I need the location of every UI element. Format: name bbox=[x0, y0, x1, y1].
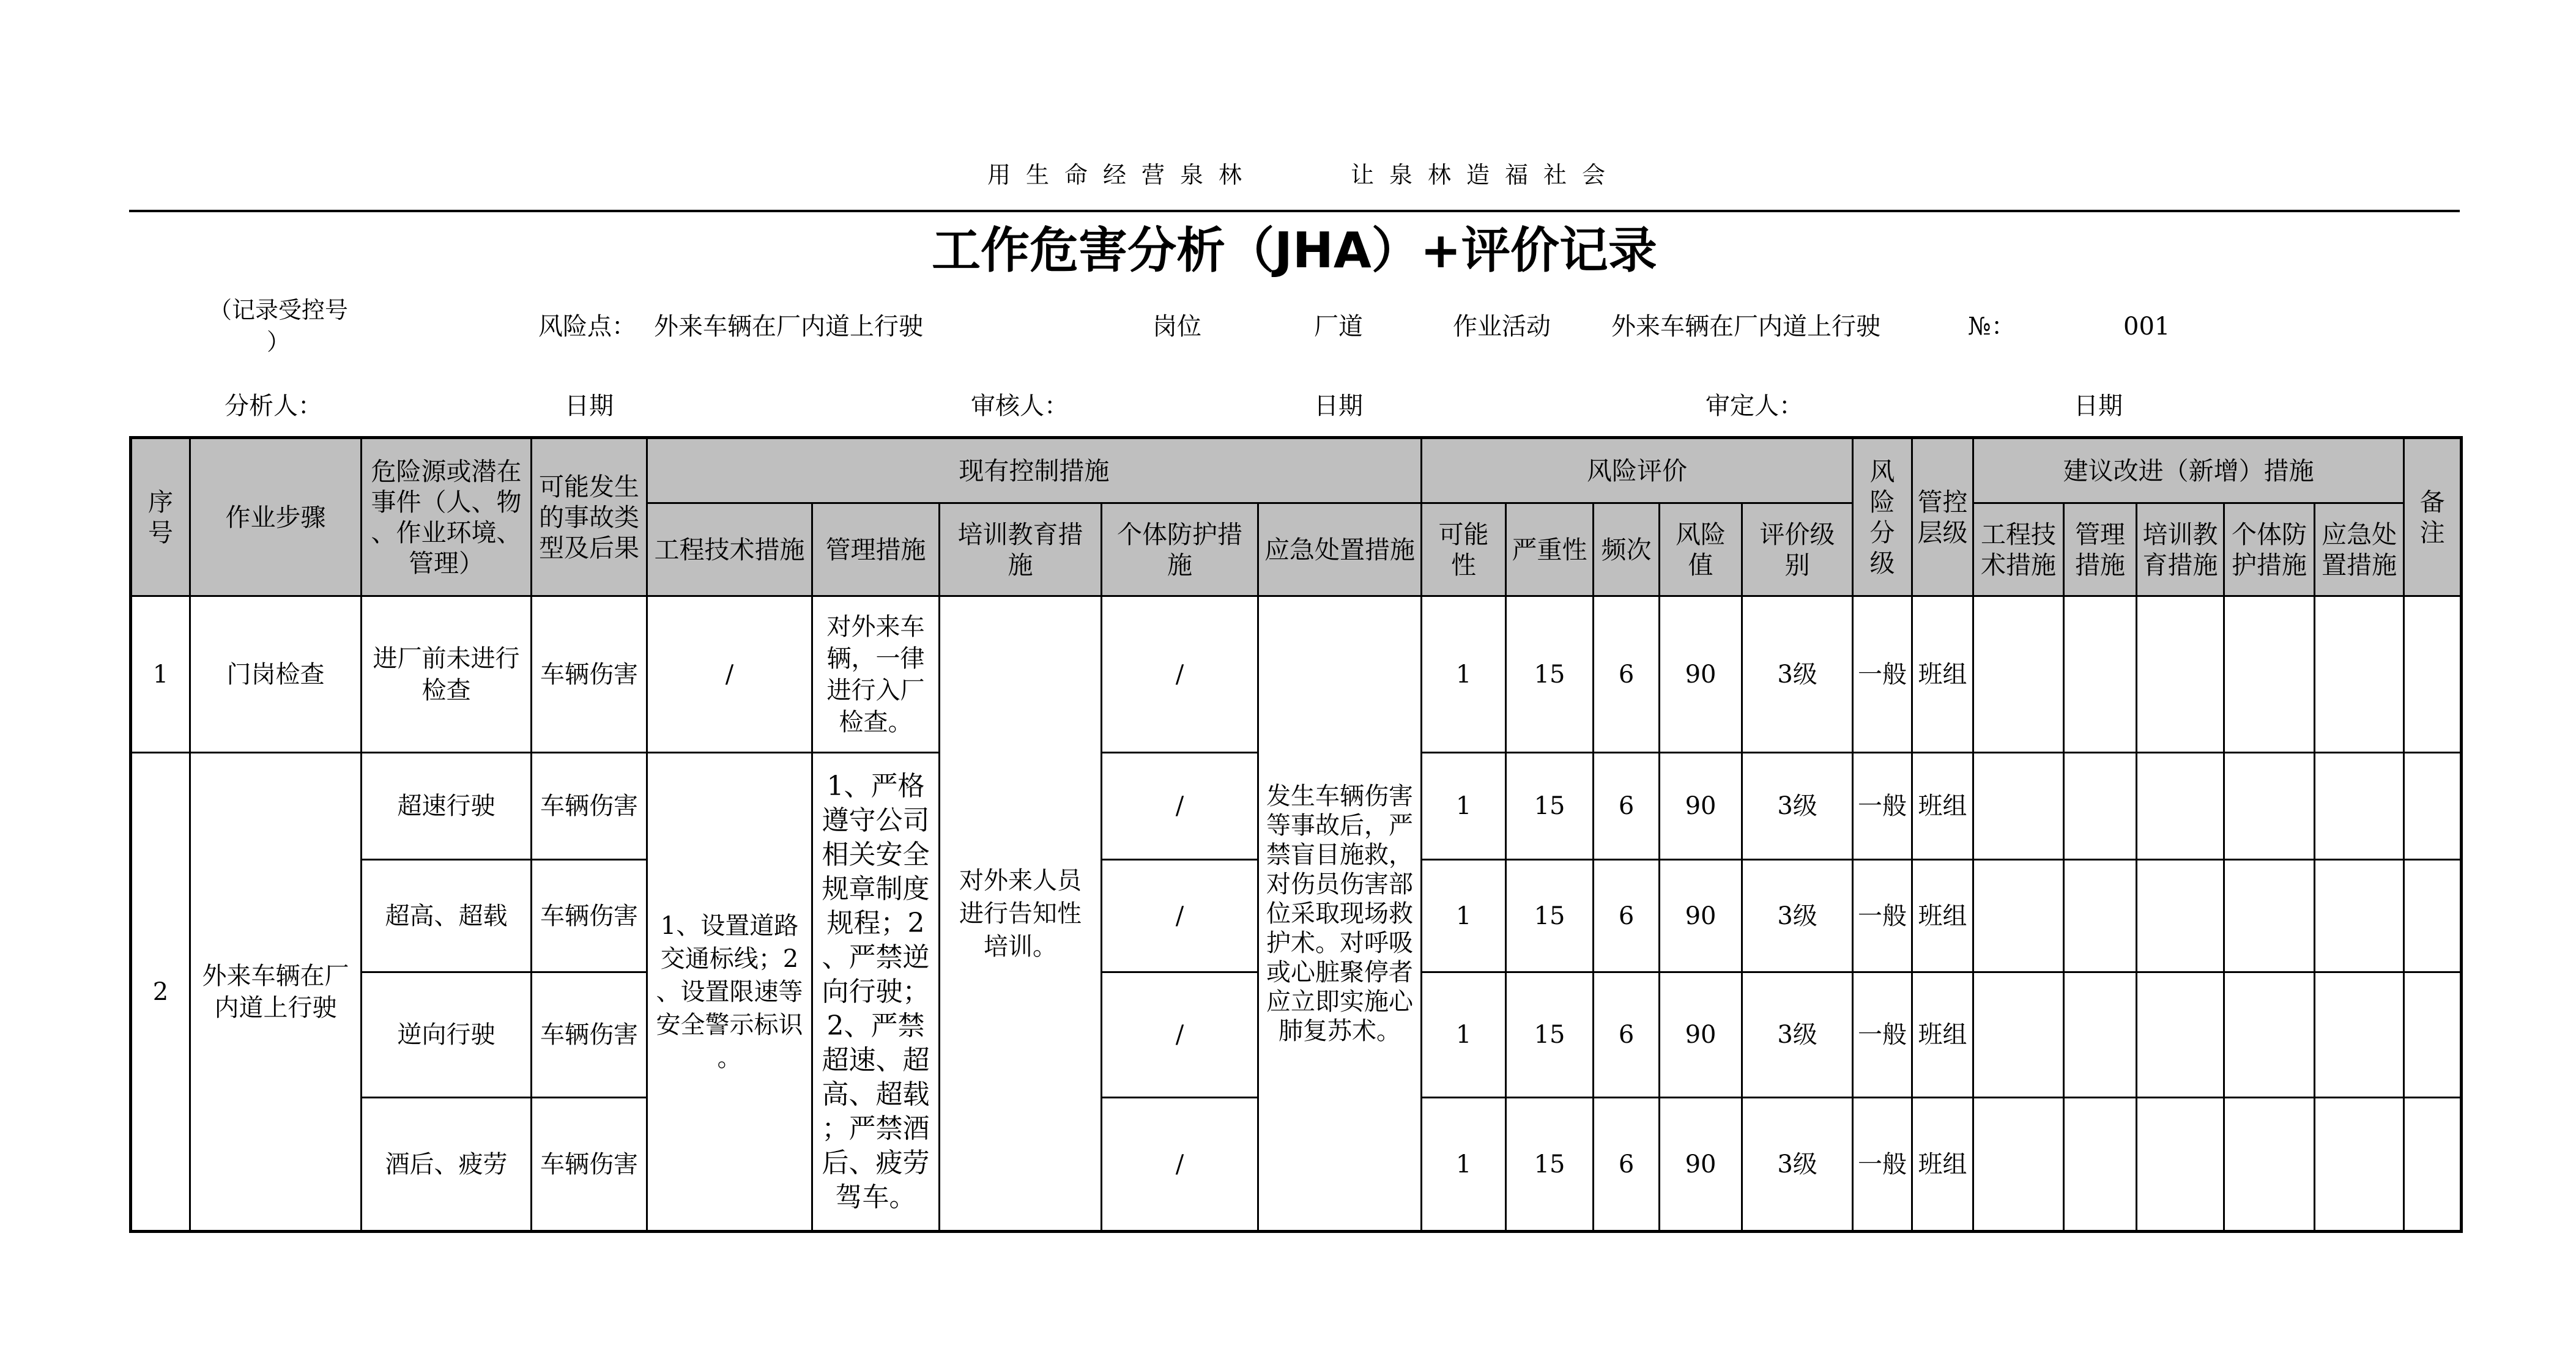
cell-risk-grade: 一般 bbox=[1853, 860, 1912, 972]
cell-suggested-training bbox=[2137, 860, 2224, 972]
analyst-date-label: 日期 bbox=[565, 392, 614, 420]
cell-risk-value: 90 bbox=[1660, 972, 1742, 1098]
cell-likelihood: 1 bbox=[1422, 1098, 1506, 1232]
cell-hazard: 进厂前未进行 检查 bbox=[362, 596, 532, 753]
header-risk-grade: 风 险 分 级 bbox=[1853, 438, 1912, 596]
cell-suggested-emergency bbox=[2315, 596, 2404, 753]
header-suggested-measures: 建议改进（新增）措施 bbox=[1973, 438, 2404, 503]
cell-suggested-ppe bbox=[2224, 596, 2315, 753]
header-hazard: 危险源或潜在 事件（人、物 、作业环境、 管理） bbox=[362, 438, 532, 596]
cell-frequency: 6 bbox=[1594, 972, 1660, 1098]
cell-risk-grade: 一般 bbox=[1853, 596, 1912, 753]
cell-suggested-ppe bbox=[2224, 972, 2315, 1098]
cell-suggested-ppe bbox=[2224, 1098, 2315, 1232]
cell-suggested-mgmt bbox=[2064, 860, 2137, 972]
header-suggested-eng: 工程技 术措施 bbox=[1973, 503, 2064, 596]
cell-suggested-eng bbox=[1973, 972, 2064, 1098]
cell-accident-type: 车辆伤害 bbox=[532, 972, 647, 1098]
header-existing-controls: 现有控制措施 bbox=[647, 438, 1422, 503]
post-label: 岗位 bbox=[1153, 313, 1201, 341]
jha-table bbox=[129, 436, 2463, 1233]
cell-severity: 15 bbox=[1506, 753, 1594, 860]
header-suggested-emergency: 应急处 置措施 bbox=[2315, 503, 2404, 596]
cell-hazard: 逆向行驶 bbox=[362, 972, 532, 1098]
cell-eng-measures: / bbox=[647, 596, 812, 753]
cell-ppe-measures: / bbox=[1102, 753, 1258, 860]
cell-frequency: 6 bbox=[1594, 753, 1660, 860]
header-training-measures: 培训教育措 施 bbox=[940, 503, 1102, 596]
cell-work-step: 外来车辆在厂 内道上行驶 bbox=[190, 753, 362, 1232]
record-control-no-label: （记录受控号 ） bbox=[208, 297, 348, 355]
activity-label: 作业活动 bbox=[1453, 313, 1551, 341]
cell-severity: 15 bbox=[1506, 596, 1594, 753]
cell-suggested-training bbox=[2137, 972, 2224, 1098]
cell-suggested-mgmt bbox=[2064, 1098, 2137, 1232]
cell-mgmt-measures: 对外来车 辆，一律 进行入厂 检查。 bbox=[812, 596, 940, 753]
cell-suggested-emergency bbox=[2315, 972, 2404, 1098]
cell-ppe-measures: / bbox=[1102, 972, 1258, 1098]
cell-hazard: 超高、超载 bbox=[362, 860, 532, 972]
motto-left: 用生命经营泉林 bbox=[987, 161, 1258, 188]
cell-assessment-level: 3级 bbox=[1742, 972, 1853, 1098]
header-emergency-measures: 应急处置措施 bbox=[1258, 503, 1422, 596]
cell-control-level: 班组 bbox=[1912, 860, 1973, 972]
cell-assessment-level: 3级 bbox=[1742, 860, 1853, 972]
cell-training-measures: 对外来人员 进行告知性 培训。 bbox=[940, 596, 1102, 1232]
table-body bbox=[131, 596, 2462, 1232]
approver-date-label: 日期 bbox=[2074, 392, 2123, 420]
cell-seq: 2 bbox=[131, 753, 190, 1232]
cell-suggested-training bbox=[2137, 596, 2224, 753]
cell-suggested-ppe bbox=[2224, 753, 2315, 860]
header-suggested-mgmt: 管理 措施 bbox=[2064, 503, 2137, 596]
cell-ppe-measures: / bbox=[1102, 596, 1258, 753]
cell-assessment-level: 3级 bbox=[1742, 753, 1853, 860]
cell-eng-measures: 1、设置道路 交通标线；2 、设置限速等 安全警示标识 。 bbox=[647, 753, 812, 1232]
header-ppe-measures: 个体防护措 施 bbox=[1102, 503, 1258, 596]
cell-ppe-measures: / bbox=[1102, 860, 1258, 972]
cell-suggested-eng bbox=[1973, 596, 2064, 753]
cell-remarks bbox=[2404, 972, 2462, 1098]
header-control-level: 管控 层级 bbox=[1912, 438, 1973, 596]
risk-point-value: 外来车辆在厂内道上行驶 bbox=[654, 313, 923, 341]
cell-frequency: 6 bbox=[1594, 1098, 1660, 1232]
cell-likelihood: 1 bbox=[1422, 860, 1506, 972]
cell-mgmt-measures: 1、严格 遵守公司 相关安全 规章制度 规程；2 、严禁逆 向行驶； 2、严禁 超速、超 高、超载 ；严禁酒 后、疲劳 驾车。 bbox=[812, 753, 940, 1232]
cell-suggested-mgmt bbox=[2064, 972, 2137, 1098]
header-severity: 严重性 bbox=[1506, 503, 1594, 596]
risk-point-label: 风险点： bbox=[538, 313, 636, 341]
cell-risk-value: 90 bbox=[1660, 596, 1742, 753]
cell-likelihood: 1 bbox=[1422, 972, 1506, 1098]
cell-control-level: 班组 bbox=[1912, 1098, 1973, 1232]
activity-value: 外来车辆在厂内道上行驶 bbox=[1611, 313, 1880, 341]
cell-suggested-eng bbox=[1973, 860, 2064, 972]
header-eng-measures: 工程技术措施 bbox=[647, 503, 812, 596]
header-remarks: 备 注 bbox=[2404, 438, 2462, 596]
cell-frequency: 6 bbox=[1594, 596, 1660, 753]
header-risk-assessment: 风险评价 bbox=[1422, 438, 1853, 503]
header-frequency: 频次 bbox=[1594, 503, 1660, 596]
cell-accident-type: 车辆伤害 bbox=[532, 1098, 647, 1232]
cell-risk-grade: 一般 bbox=[1853, 753, 1912, 860]
header-mgmt-measures: 管理措施 bbox=[812, 503, 940, 596]
cell-emergency-measures: 发生车辆伤害 等事故后，严 禁盲目施救， 对伤员伤害部 位采取现场救 护术。对呼吸 或心脏聚停者 应立即实施心 肺复苏术。 bbox=[1258, 596, 1422, 1232]
cell-risk-value: 90 bbox=[1660, 1098, 1742, 1232]
cell-likelihood: 1 bbox=[1422, 596, 1506, 753]
cell-suggested-emergency bbox=[2315, 1098, 2404, 1232]
table-row bbox=[131, 596, 2462, 753]
cell-suggested-training bbox=[2137, 1098, 2224, 1232]
cell-suggested-training bbox=[2137, 753, 2224, 860]
cell-risk-grade: 一般 bbox=[1853, 1098, 1912, 1232]
cell-risk-value: 90 bbox=[1660, 860, 1742, 972]
cell-seq: 1 bbox=[131, 596, 190, 753]
cell-remarks bbox=[2404, 860, 2462, 972]
cell-suggested-mgmt bbox=[2064, 596, 2137, 753]
cell-accident-type: 车辆伤害 bbox=[532, 596, 647, 753]
reviewer-label: 审核人： bbox=[971, 392, 1069, 420]
table-header bbox=[131, 438, 2462, 596]
cell-control-level: 班组 bbox=[1912, 753, 1973, 860]
cell-severity: 15 bbox=[1506, 972, 1594, 1098]
cell-ppe-measures: / bbox=[1102, 1098, 1258, 1232]
cell-suggested-emergency bbox=[2315, 753, 2404, 860]
cell-hazard: 超速行驶 bbox=[362, 753, 532, 860]
page-title: 工作危害分析（JHA）+评价记录 bbox=[932, 222, 1657, 279]
cell-frequency: 6 bbox=[1594, 860, 1660, 972]
post-value: 厂道 bbox=[1314, 313, 1363, 341]
header-suggested-ppe: 个体防 护措施 bbox=[2224, 503, 2315, 596]
cell-assessment-level: 3级 bbox=[1742, 596, 1853, 753]
cell-accident-type: 车辆伤害 bbox=[532, 860, 647, 972]
cell-remarks bbox=[2404, 753, 2462, 860]
cell-accident-type: 车辆伤害 bbox=[532, 753, 647, 860]
cell-suggested-eng bbox=[1973, 1098, 2064, 1232]
cell-assessment-level: 3级 bbox=[1742, 1098, 1853, 1232]
cell-risk-grade: 一般 bbox=[1853, 972, 1912, 1098]
cell-remarks bbox=[2404, 596, 2462, 753]
header-assessment-level: 评价级 别 bbox=[1742, 503, 1853, 596]
header-likelihood: 可能 性 bbox=[1422, 503, 1506, 596]
approver-label: 审定人： bbox=[1706, 392, 1803, 420]
header-accident-type: 可能发生 的事故类 型及后果 bbox=[532, 438, 647, 596]
cell-suggested-eng bbox=[1973, 753, 2064, 860]
analyst-label: 分析人： bbox=[225, 392, 322, 420]
header-risk-value: 风险 值 bbox=[1660, 503, 1742, 596]
header-seq: 序 号 bbox=[131, 438, 190, 596]
form-number-value: 001 bbox=[2123, 313, 2170, 341]
motto-right: 让泉林造福社会 bbox=[1351, 161, 1621, 188]
form-number-label: №： bbox=[1968, 313, 2016, 341]
cell-hazard: 酒后、疲劳 bbox=[362, 1098, 532, 1232]
header-work-step: 作业步骤 bbox=[190, 438, 362, 596]
cell-suggested-mgmt bbox=[2064, 753, 2137, 860]
header-suggested-training: 培训教 育措施 bbox=[2137, 503, 2224, 596]
cell-likelihood: 1 bbox=[1422, 753, 1506, 860]
header-row bbox=[131, 438, 2462, 503]
cell-control-level: 班组 bbox=[1912, 596, 1973, 753]
reviewer-date-label: 日期 bbox=[1314, 392, 1363, 420]
cell-suggested-emergency bbox=[2315, 860, 2404, 972]
cell-severity: 15 bbox=[1506, 1098, 1594, 1232]
cell-suggested-ppe bbox=[2224, 860, 2315, 972]
header-rule bbox=[129, 210, 2460, 212]
cell-work-step: 门岗检查 bbox=[190, 596, 362, 753]
cell-control-level: 班组 bbox=[1912, 972, 1973, 1098]
cell-risk-value: 90 bbox=[1660, 753, 1742, 860]
cell-remarks bbox=[2404, 1098, 2462, 1232]
cell-severity: 15 bbox=[1506, 860, 1594, 972]
